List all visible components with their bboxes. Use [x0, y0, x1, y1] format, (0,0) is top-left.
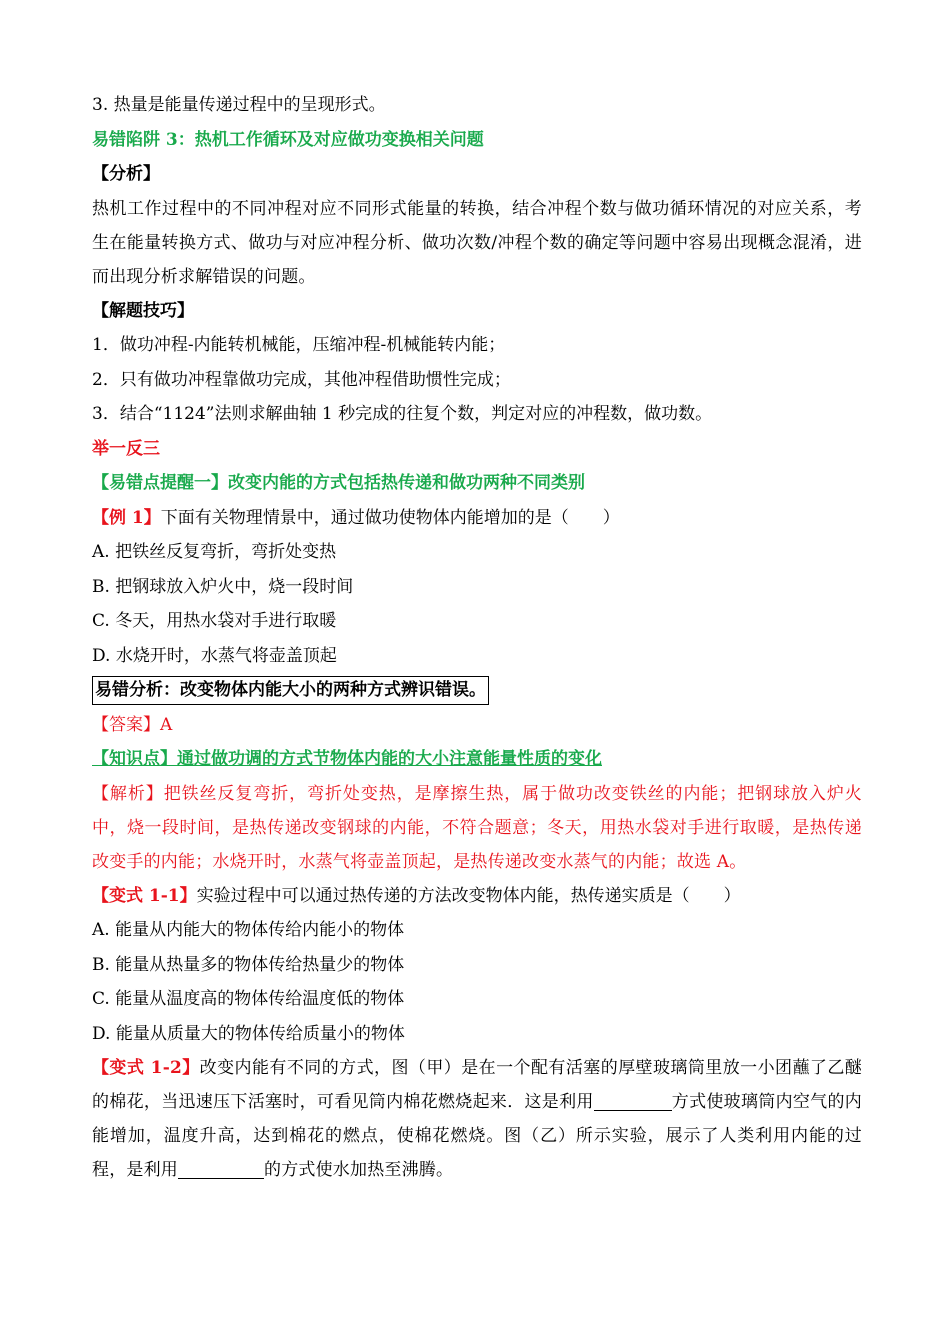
explanation-label: 【解析】 — [92, 783, 164, 804]
analysis-paragraph: 热机工作过程中的不同冲程对应不同形式能量的转换，结合冲程个数与做功循环情况的对应关系，考生在能量转换方式、做功与对应冲程分析、做功次数/冲程个数的确定等问题中容易出现概念混淆，进而出现分析求解错误的问题。 — [92, 198, 862, 287]
example-1-question-text: 下面有关物理情景中，通过做功使物体内能增加的是（ ） — [160, 507, 620, 528]
variant-1-1-option-d: D. 能量从质量大的物体传给质量小的物体 — [92, 1023, 405, 1044]
knowledge-point: 【知识点】通过做功调的方式节物体内能的大小注意能量性质的变化 — [92, 749, 602, 769]
jyfs-heading: 举一反三 — [92, 438, 160, 459]
page-content — [92, 88, 862, 1187]
variant-1-1-question-text: 实验过程中可以通过热传递的方法改变物体内能，热传递实质是（ ） — [196, 885, 741, 906]
variant-1-2-paragraph — [92, 1051, 862, 1187]
example-1-option-d: D. 水烧开时，水蒸气将壶盖顶起 — [92, 645, 337, 666]
error-analysis-row — [92, 673, 862, 708]
answer-label: 【答案】 — [92, 714, 160, 735]
error-analysis-box: 易错分析：改变物体内能大小的两种方式辨识错误。 — [92, 676, 489, 705]
fill-blank-2[interactable] — [178, 1158, 264, 1179]
explanation-paragraph — [92, 777, 862, 879]
variant-1-2-text-c: 的方式使水加热至沸腾。 — [264, 1160, 454, 1180]
skill-item-2: 2．只有做功冲程靠做功完成，其他冲程借助惯性完成； — [92, 369, 511, 390]
variant-1-1-option-a: A. 能量从内能大的物体传给内能小的物体 — [92, 920, 405, 940]
example-1-label: 【例 1】 — [92, 507, 161, 528]
variant-1-2-text-a: 改变内能有不同的方式，图（甲）是在一个配有活塞的厚壁玻璃筒里放一小团蘸了乙醚的棉花，当迅速压下活塞时，可看见筒内棉花燃烧起来．这是利用 — [92, 1058, 862, 1112]
point-3-text: 3. 热量是能量传递过程中的呈现形式。 — [92, 95, 386, 115]
example-1-option-c: C. 冬天，用热水袋对手进行取暖 — [92, 611, 337, 631]
skill-item-1: 1．做功冲程-内能转机械能，压缩冲程-机械能转内能； — [92, 335, 506, 355]
fill-blank-1[interactable] — [594, 1090, 672, 1111]
example-1-option-a: A. 把铁丝反复弯折，弯折处变热 — [92, 542, 337, 562]
answer-value: A — [160, 714, 173, 735]
reminder-1-title: 【易错点提醒一】改变内能的方式包括热传递和做功两种不同类别 — [92, 473, 585, 493]
variant-1-1-label: 【变式 1-1】 — [92, 885, 197, 906]
analysis-heading: 【分析】 — [92, 164, 160, 184]
variant-1-2-label: 【变式 1-2】 — [92, 1058, 200, 1078]
example-1-question — [92, 501, 862, 536]
example-1-option-b: B. 把钢球放入炉火中，烧一段时间 — [92, 576, 354, 597]
skill-item-3: 3．结合“1124”法则求解曲轴 1 秒完成的往复个数，判定对应的冲程数，做功数。 — [92, 404, 713, 424]
answer-row — [92, 708, 862, 743]
skills-heading: 【解题技巧】 — [92, 300, 194, 321]
trap-3-title: 易错陷阱 3：热机工作循环及对应做功变换相关问题 — [92, 129, 484, 150]
explanation-text: 把铁丝反复弯折，弯折处变热，是摩擦生热，属于做功改变铁丝的内能；把钢球放入炉火中，烧一段时间，是热传递改变钢球的内能，不符合题意；冬天，用热水袋对手进行取暖，是热传递改变手的内能；水烧开时，水蒸气将壶盖顶起，是热传递改变水蒸气的内能；故选 A。 — [92, 783, 862, 872]
variant-1-1-option-b: B. 能量从热量多的物体传给热量少的物体 — [92, 954, 405, 975]
variant-1-1-question — [92, 879, 862, 914]
variant-1-2-text-b: 方式使玻璃筒内空气的内能增加，温度升高，达到棉花的燃点，使棉花燃烧。图（乙）所示实验，展示了人类利用内能的过程，是利用 — [92, 1092, 862, 1180]
variant-1-1-option-c: C. 能量从温度高的物体传给温度低的物体 — [92, 989, 405, 1009]
